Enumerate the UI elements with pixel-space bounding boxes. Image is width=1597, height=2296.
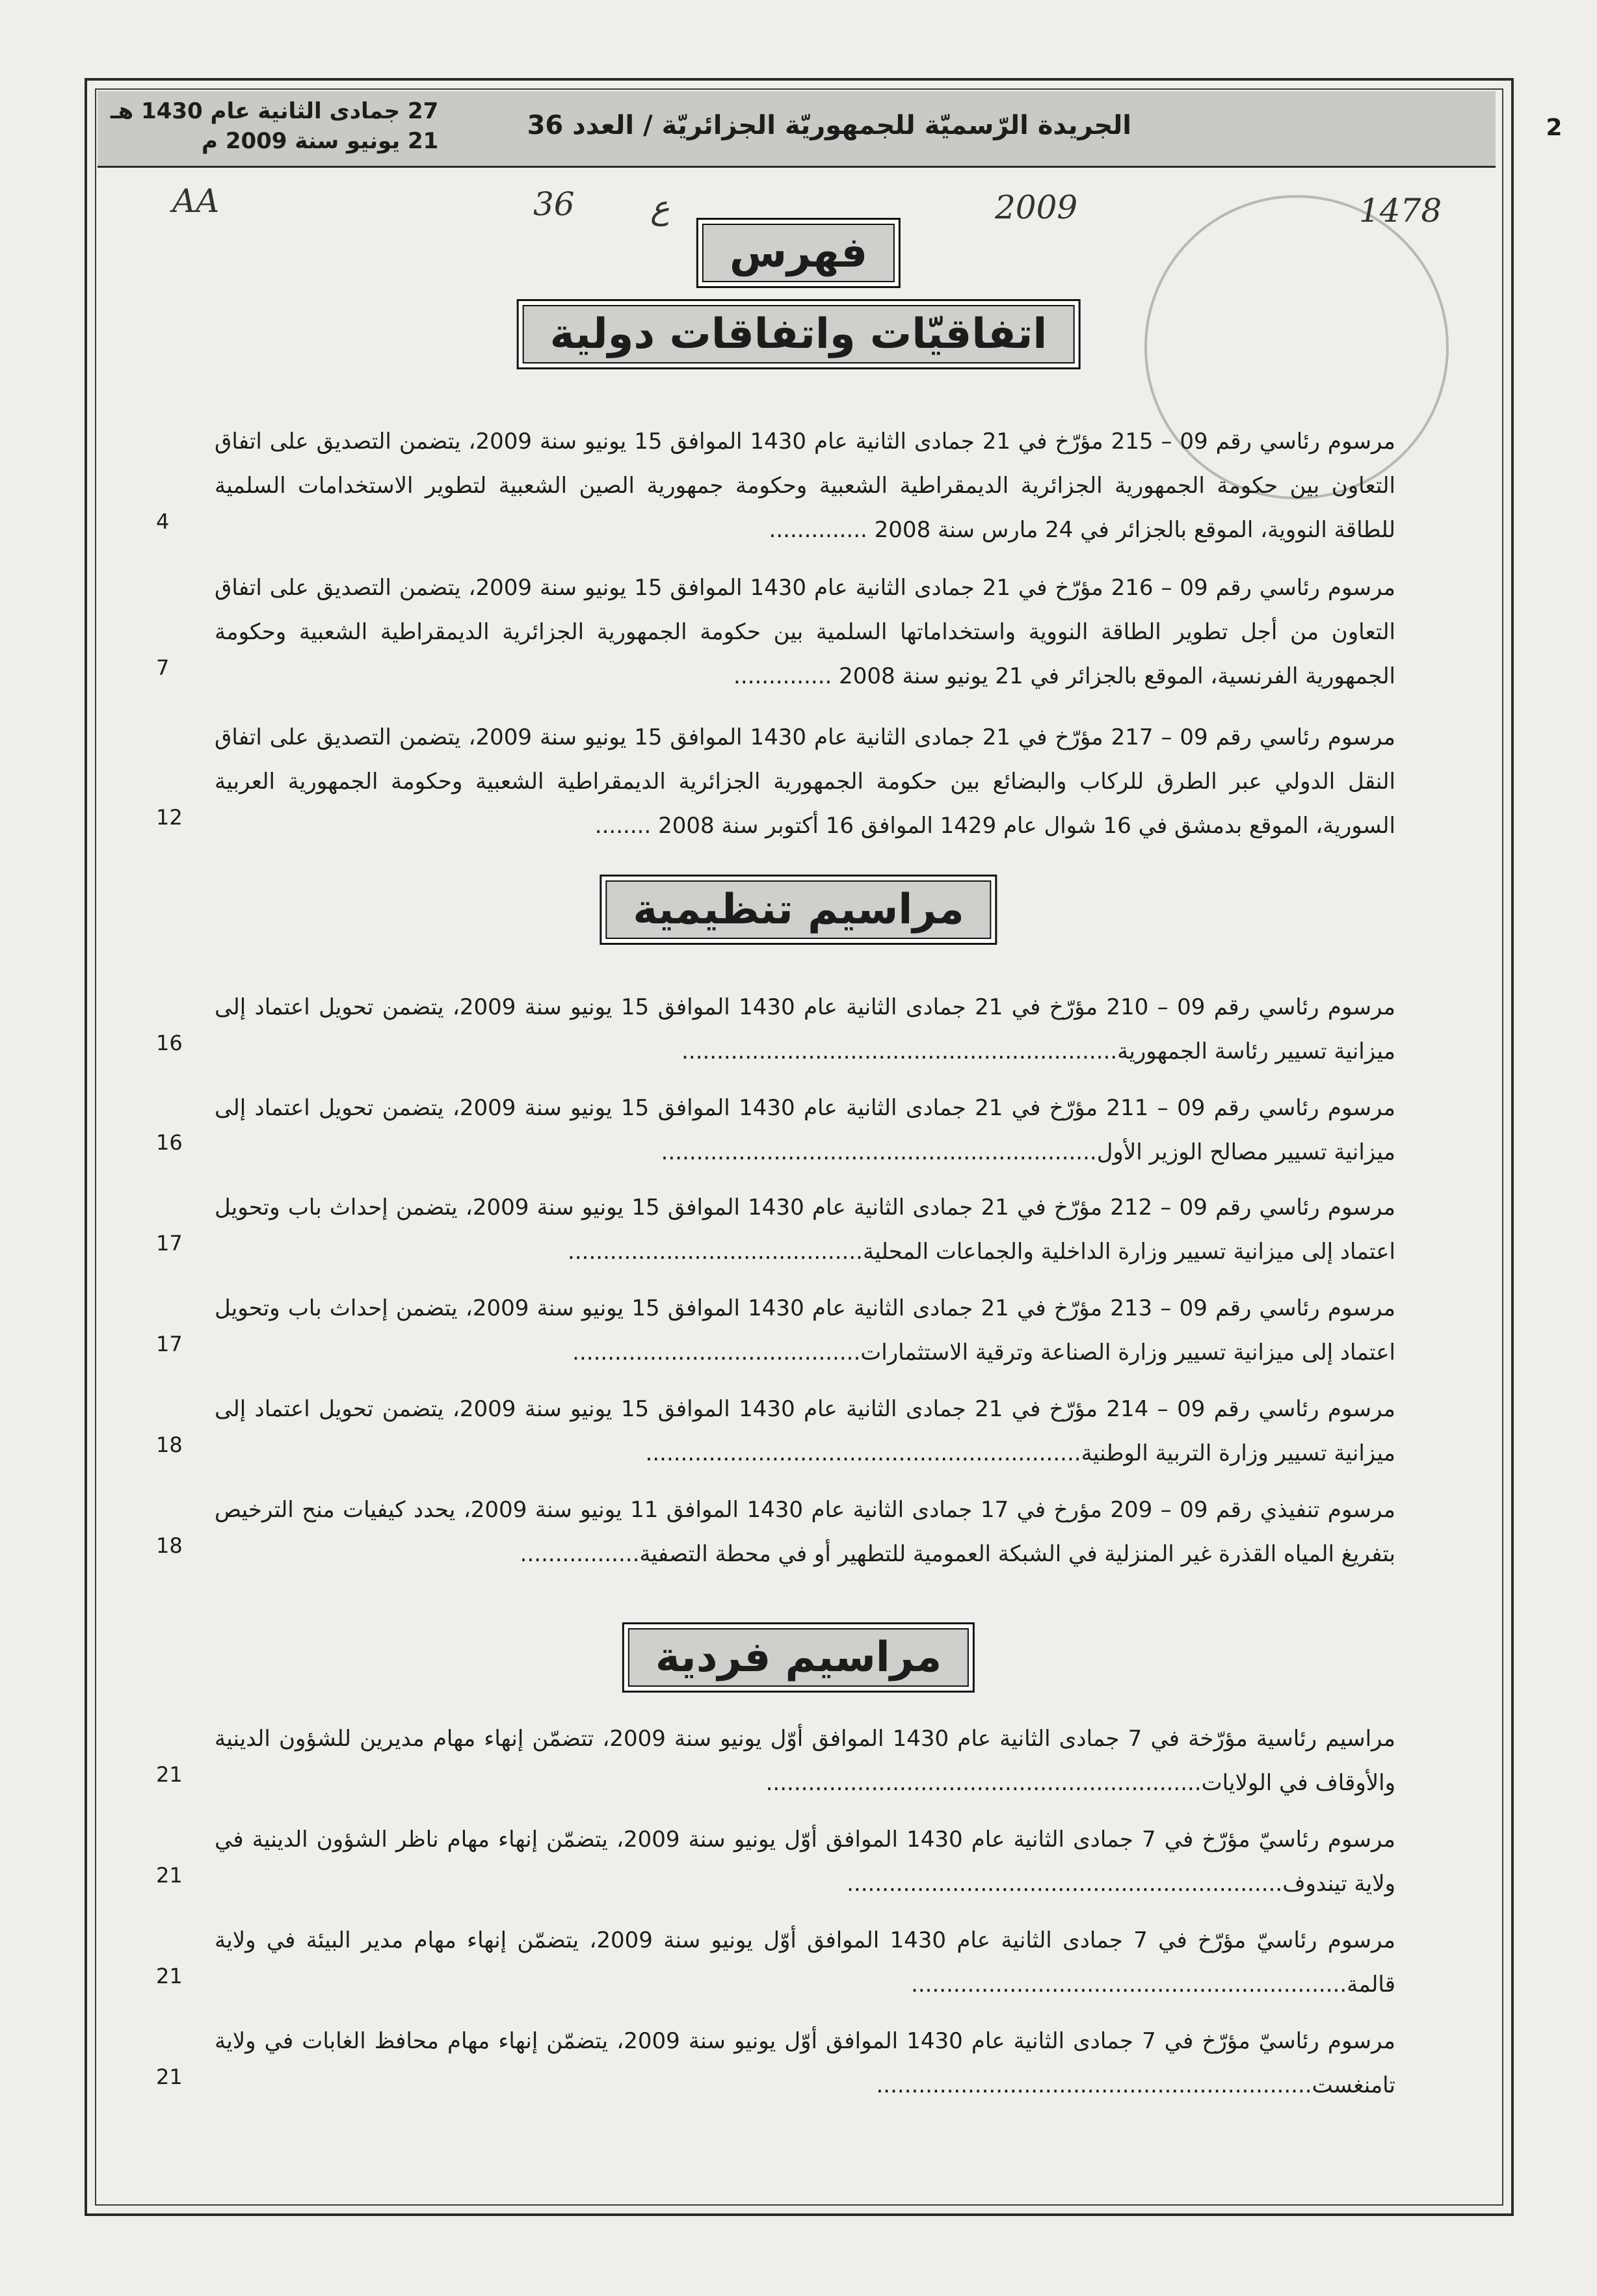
- toc-entry-text: مرسوم رئاسي رقم 09 – 214 مؤرّخ في 21 جمادى الثانية عام 1430 الموافق 15 يونيو سنة 2009، يتضمن تحويل اعتماد إلى ميزانية تسيير وزارة التربية الوطنية..............................................................: [215, 1396, 1395, 1466]
- toc-entry-text: مرسوم رئاسي رقم 09 – 211 مؤرّخ في 21 جمادى الثانية عام 1430 الموافق 15 يونيو سنة 2009، يتضمن تحويل اعتماد إلى ميزانية تسيير مصالح الوزير الأول..............................................................: [215, 1095, 1395, 1165]
- toc-entry: [215, 1717, 1395, 1805]
- toc-page-number: 12: [156, 805, 183, 830]
- agreements-section-title: [517, 299, 1081, 369]
- hijri-date: 27 جمادى الثانية عام 1430 هـ: [111, 98, 439, 124]
- toc-entry-text: مرسوم رئاسي رقم 09 – 217 مؤرّخ في 21 جمادى الثانية عام 1430 الموافق 15 يونيو سنة 2009، يتضمن التصديق على اتفاق النقل الدولي عبر الطرق للركاب والبضائع بين حكومة الجمهورية الجزائرية الديمقراطية الشعبية وحكومة الجمهورية العربية السورية، الموقع بدمشق في 16 شوال عام 1429 الموافق 16 أكتوبر سنة 2008 ........: [215, 724, 1395, 839]
- handwritten-note: AA: [172, 182, 220, 220]
- agreements-section-title-text: اتفاقيّات واتفاقات دولية: [523, 305, 1075, 363]
- page-header: [98, 91, 1563, 168]
- toc-page-number: 21: [156, 1863, 183, 1888]
- toc-page-number: 4: [156, 509, 170, 534]
- issue-date: [111, 96, 438, 156]
- toc-page-number: 16: [156, 1031, 183, 1055]
- toc-entry: [215, 1185, 1395, 1274]
- toc-entry-text: مرسوم رئاسي رقم 09 – 210 مؤرّخ في 21 جمادى الثانية عام 1430 الموافق 15 يونيو سنة 2009، يتضمن تحويل اعتماد إلى ميزانية تسيير رئاسة الجمهورية..............................................................: [215, 994, 1395, 1064]
- toc-page-number: 7: [156, 655, 170, 680]
- handwritten-note: 1478: [1359, 192, 1442, 230]
- toc-entry: [215, 1387, 1395, 1475]
- toc-entry: [215, 1918, 1395, 2007]
- toc-page-number: 21: [156, 2065, 183, 2089]
- toc-page-number: 16: [156, 1130, 183, 1155]
- toc-entry-text: مرسوم رئاسيّ مؤرّخ في 7 جمادى الثانية عام 1430 الموافق أوّل يونيو سنة 2009، يتضمّن إنهاء مهام مدير البيئة في ولاية قالمة..............................................................: [215, 1927, 1396, 1998]
- toc-entry-text: مرسوم رئاسي رقم 09 – 212 مؤرّخ في 21 جمادى الثانية عام 1430 الموافق 15 يونيو سنة 2009، يتضمن إحداث باب وتحويل اعتماد إلى ميزانية تسيير وزارة الداخلية والجماعات المحلية..........................................: [215, 1194, 1395, 1265]
- toc-entry-text: مرسوم رئاسي رقم 09 – 215 مؤرّخ في 21 جمادى الثانية عام 1430 الموافق 15 يونيو سنة 2009، يتضمن التصديق على اتفاق التعاون بين حكومة الجمهورية الجزائرية الديمقراطية الشعبية وحكومة جمهورية الصين الشعبية لتطوير الاستخدامات السلمية للطاقة النووية، الموقع بالجزائر في 24 مارس سنة 2008 ..............: [215, 429, 1395, 543]
- toc-entry: [215, 1817, 1395, 1906]
- toc-page-number: 17: [156, 1231, 183, 1256]
- individual-section-title: [622, 1622, 975, 1693]
- toc-entry: [215, 1488, 1395, 1576]
- handwritten-note: 36: [533, 185, 575, 223]
- gregorian-date: 21 يونيو سنة 2009 م: [202, 128, 439, 154]
- toc-entry-text: مراسيم رئاسية مؤرّخة في 7 جمادى الثانية عام 1430 الموافق أوّل يونيو سنة 2009، تتضمّن إنهاء مهام مديرين للشؤون الدينية والأوقاف في الولايات..............................................................: [215, 1726, 1395, 1796]
- individual-section-title-text: مراسيم فردية: [628, 1628, 969, 1687]
- toc-entry-text: مرسوم رئاسيّ مؤرّخ في 7 جمادى الثانية عام 1430 الموافق أوّل يونيو سنة 2009، يتضمّن إنهاء مهام ناظر الشؤون الدينية في ولاية تيندوف..............................................................: [215, 1827, 1395, 1897]
- regulatory-section-title: [600, 875, 997, 945]
- toc-entry-text: مرسوم رئاسي رقم 09 – 216 مؤرّخ في 21 جمادى الثانية عام 1430 الموافق 15 يونيو سنة 2009، يتضمن التصديق على اتفاق التعاون من أجل تطوير الطاقة النووية واستخداماتها السلمية بين حكومة الجمهورية الجزائرية الديمقراطية الشعبية وحكومة الجمهورية الفرنسية، الموقع بالجزائر في 21 يونيو سنة 2008 ..............: [215, 575, 1395, 689]
- toc-entry: [215, 1086, 1395, 1174]
- handwritten-note: 2009: [995, 189, 1078, 226]
- toc-entry-text: مرسوم رئاسي رقم 09 – 213 مؤرّخ في 21 جمادى الثانية عام 1430 الموافق 15 يونيو سنة 2009، يتضمن إحداث باب وتحويل اعتماد إلى ميزانية تسيير وزارة الصناعة وترقية الاستثمارات.........................................: [215, 1295, 1395, 1366]
- toc-page-number: 21: [156, 1964, 183, 1988]
- toc-entry: [215, 566, 1395, 698]
- toc-page-number: 18: [156, 1533, 183, 1558]
- handwritten-note: ع: [650, 189, 670, 226]
- toc-entry: [215, 1286, 1395, 1375]
- toc-page-number: 18: [156, 1432, 183, 1457]
- toc-entry: [215, 715, 1395, 848]
- page-number: 2: [1546, 114, 1563, 141]
- toc-entry: [215, 985, 1395, 1074]
- toc-entry-text: مرسوم رئاسيّ مؤرّخ في 7 جمادى الثانية عام 1430 الموافق أوّل يونيو سنة 2009، يتضمّن إنهاء مهام محافظ الغابات في ولاية تامنغست..............................................................: [215, 2028, 1396, 2098]
- index-title-text: فهرس: [702, 224, 895, 282]
- toc-page-number: 21: [156, 1762, 183, 1787]
- journal-title: الجريدة الرّسميّة للجمهوريّة الجزائريّة / العدد 36: [527, 111, 1131, 140]
- index-title: [696, 218, 901, 288]
- toc-entry: [215, 419, 1395, 552]
- toc-entry: [215, 2019, 1395, 2107]
- toc-entry-text: مرسوم تنفيذي رقم 09 – 209 مؤرخ في 17 جمادى الثانية عام 1430 الموافق 11 يونيو سنة 2009، يحدد كيفيات منح الترخيص بتفريغ المياه القذرة غير المنزلية في الشبكة العمومية للتطهير أو في محطة التصفية.................: [215, 1497, 1395, 1567]
- toc-page-number: 17: [156, 1332, 183, 1356]
- regulatory-section-title-text: مراسيم تنظيمية: [605, 880, 991, 939]
